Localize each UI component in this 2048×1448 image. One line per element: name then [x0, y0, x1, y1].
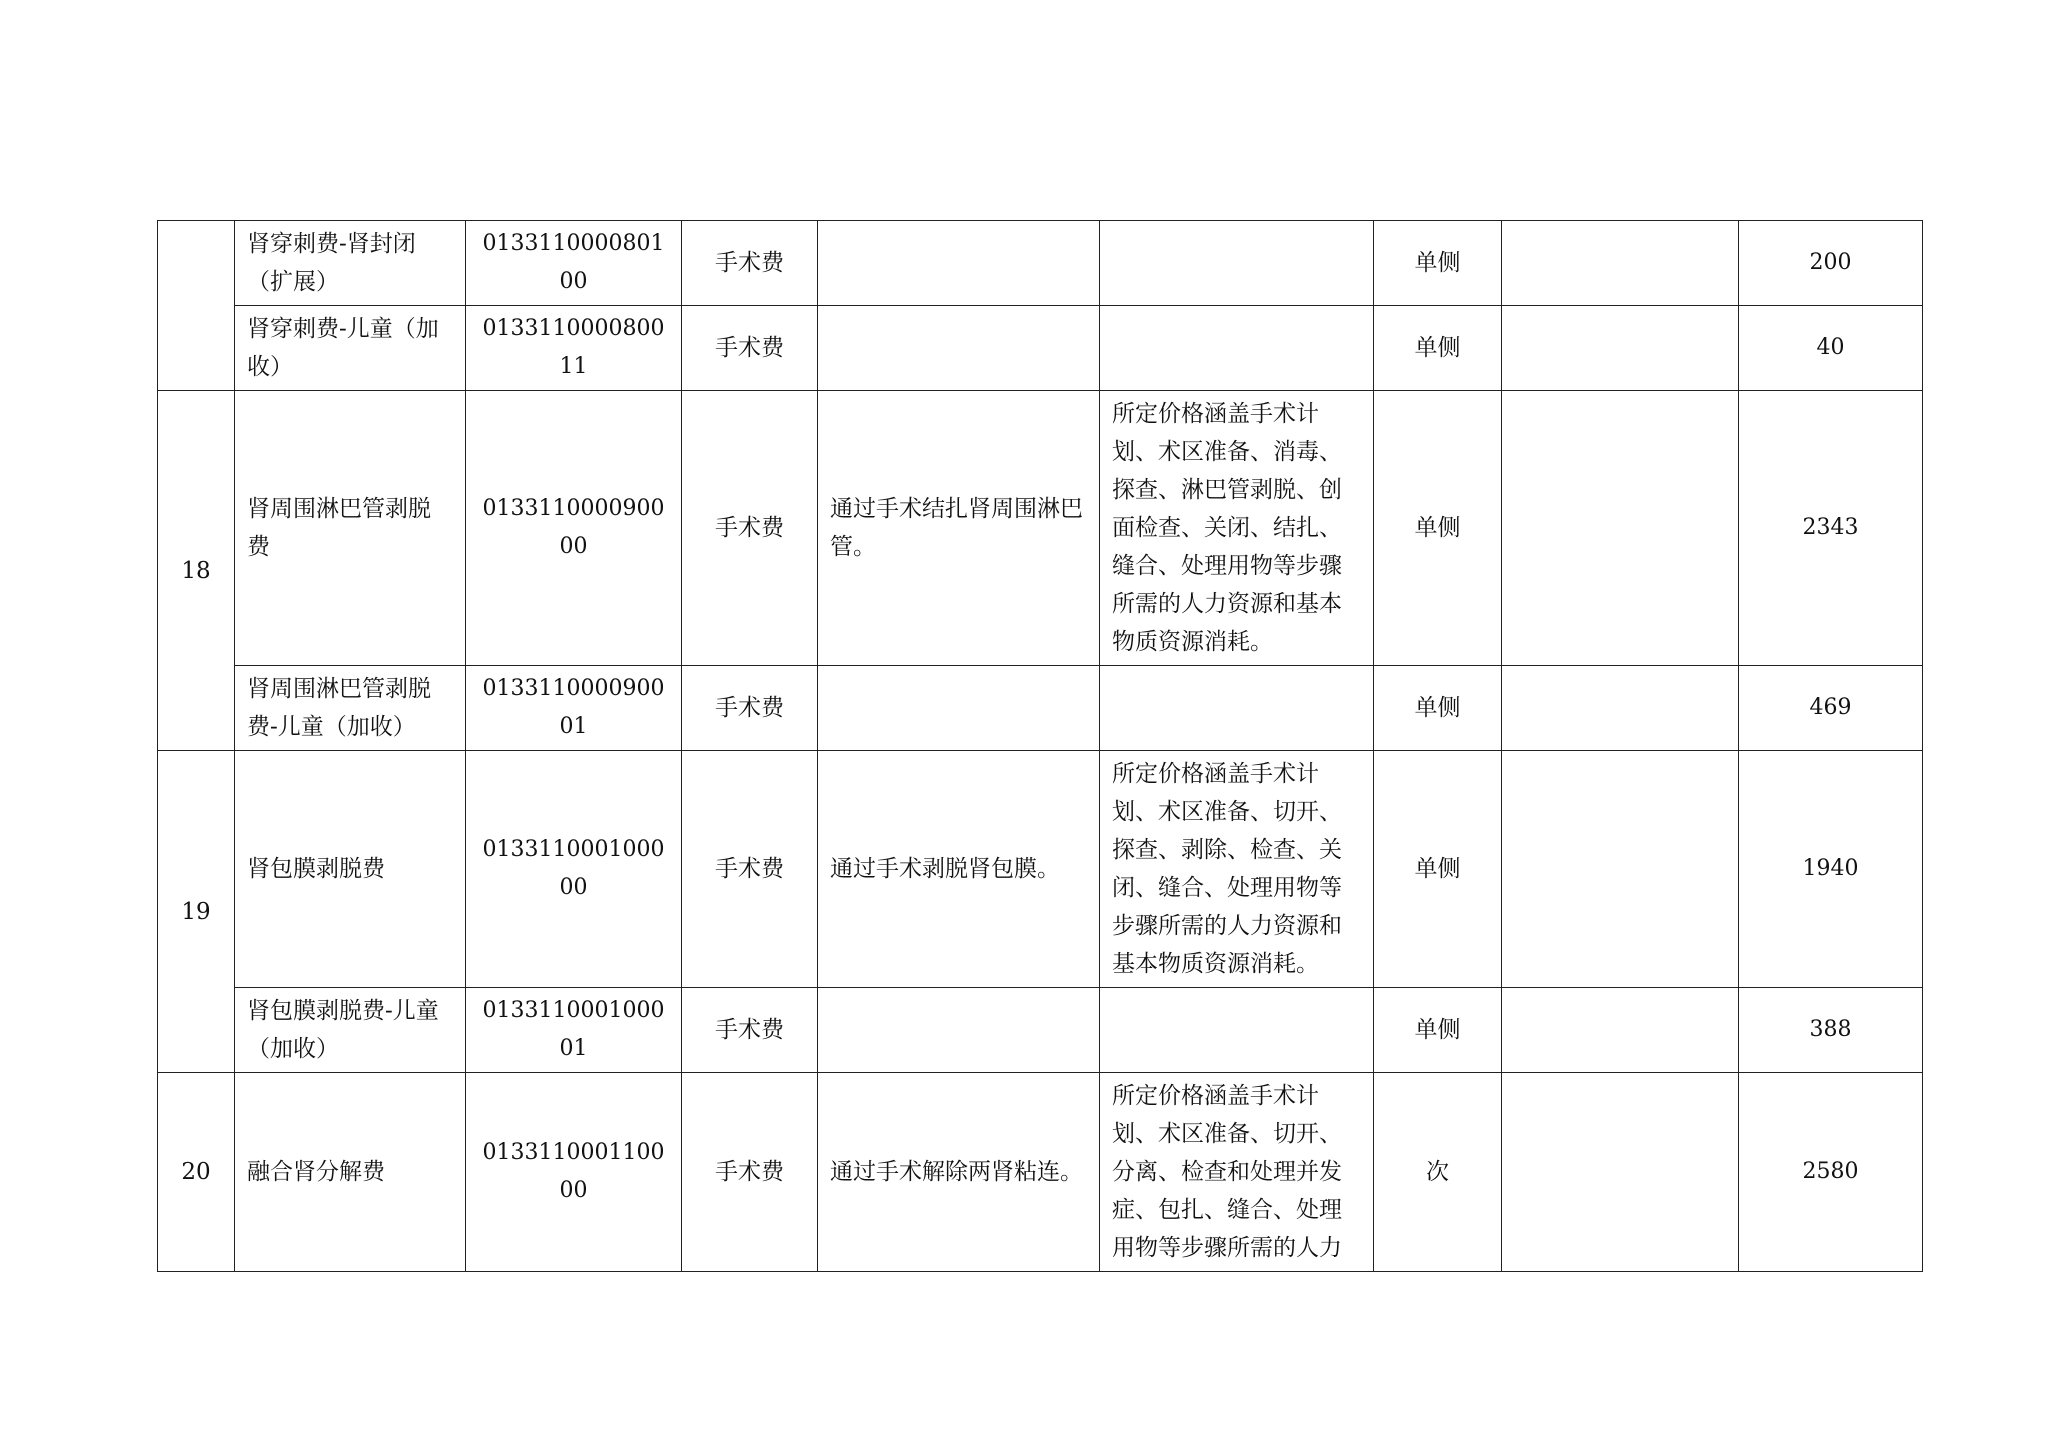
item-scope — [1100, 988, 1374, 1073]
item-unit: 单侧 — [1374, 666, 1502, 751]
item-name: 肾穿刺费-儿童（加收） — [235, 306, 466, 391]
item-scope: 所定价格涵盖手术计划、术区准备、切开、分离、检查和处理并发症、包扎、缝合、处理用物等步骤所需的人力 — [1100, 1073, 1374, 1272]
item-description — [818, 221, 1100, 306]
price-table — [157, 220, 1923, 1272]
item-number — [158, 221, 235, 391]
item-scope: 所定价格涵盖手术计划、术区准备、消毒、探查、淋巴管剥脱、创面检查、关闭、结扎、缝合、处理用物等步骤所需的人力资源和基本物质资源消耗。 — [1100, 391, 1374, 666]
item-code: 013311000110000 — [466, 1073, 682, 1272]
item-number: 19 — [158, 751, 235, 1073]
table-row — [158, 1073, 1923, 1272]
table-row — [158, 221, 1923, 306]
item-number: 20 — [158, 1073, 235, 1272]
item-unit: 单侧 — [1374, 988, 1502, 1073]
item-price: 2343 — [1739, 391, 1923, 666]
item-description: 通过手术剥脱肾包膜。 — [818, 751, 1100, 988]
item-description — [818, 988, 1100, 1073]
item-category: 手术费 — [682, 221, 818, 306]
item-note — [1502, 391, 1739, 666]
item-name: 肾周围淋巴管剥脱费 — [235, 391, 466, 666]
item-note — [1502, 221, 1739, 306]
item-unit: 单侧 — [1374, 391, 1502, 666]
item-number: 18 — [158, 391, 235, 751]
item-note — [1502, 306, 1739, 391]
item-note — [1502, 666, 1739, 751]
table-body — [158, 221, 1923, 1272]
item-category: 手术费 — [682, 666, 818, 751]
item-description — [818, 666, 1100, 751]
item-name: 融合肾分解费 — [235, 1073, 466, 1272]
item-description: 通过手术结扎肾周围淋巴管。 — [818, 391, 1100, 666]
item-code: 013311000100000 — [466, 751, 682, 988]
item-price: 1940 — [1739, 751, 1923, 988]
item-price: 200 — [1739, 221, 1923, 306]
item-category: 手术费 — [682, 306, 818, 391]
item-unit: 次 — [1374, 1073, 1502, 1272]
item-category: 手术费 — [682, 751, 818, 988]
item-unit: 单侧 — [1374, 306, 1502, 391]
item-name: 肾包膜剥脱费 — [235, 751, 466, 988]
table-row — [158, 988, 1923, 1073]
item-category: 手术费 — [682, 1073, 818, 1272]
item-scope — [1100, 221, 1374, 306]
item-note — [1502, 988, 1739, 1073]
item-price: 388 — [1739, 988, 1923, 1073]
item-code: 013311000080011 — [466, 306, 682, 391]
table-row — [158, 666, 1923, 751]
item-note — [1502, 751, 1739, 988]
table-row — [158, 391, 1923, 666]
item-name: 肾穿刺费-肾封闭（扩展） — [235, 221, 466, 306]
item-scope — [1100, 666, 1374, 751]
item-note — [1502, 1073, 1739, 1272]
item-price: 469 — [1739, 666, 1923, 751]
item-code: 013311000090001 — [466, 666, 682, 751]
table-row — [158, 306, 1923, 391]
table-row — [158, 751, 1923, 988]
item-name: 肾周围淋巴管剥脱费-儿童（加收） — [235, 666, 466, 751]
item-description — [818, 306, 1100, 391]
item-unit: 单侧 — [1374, 221, 1502, 306]
item-unit: 单侧 — [1374, 751, 1502, 988]
item-name: 肾包膜剥脱费-儿童（加收） — [235, 988, 466, 1073]
item-price: 2580 — [1739, 1073, 1923, 1272]
item-code: 013311000090000 — [466, 391, 682, 666]
item-scope: 所定价格涵盖手术计划、术区准备、切开、探查、剥除、检查、关闭、缝合、处理用物等步骤所需的人力资源和基本物质资源消耗。 — [1100, 751, 1374, 988]
item-price: 40 — [1739, 306, 1923, 391]
item-scope — [1100, 306, 1374, 391]
item-description: 通过手术解除两肾粘连。 — [818, 1073, 1100, 1272]
item-category: 手术费 — [682, 391, 818, 666]
item-code: 013311000080100 — [466, 221, 682, 306]
item-category: 手术费 — [682, 988, 818, 1073]
item-code: 013311000100001 — [466, 988, 682, 1073]
